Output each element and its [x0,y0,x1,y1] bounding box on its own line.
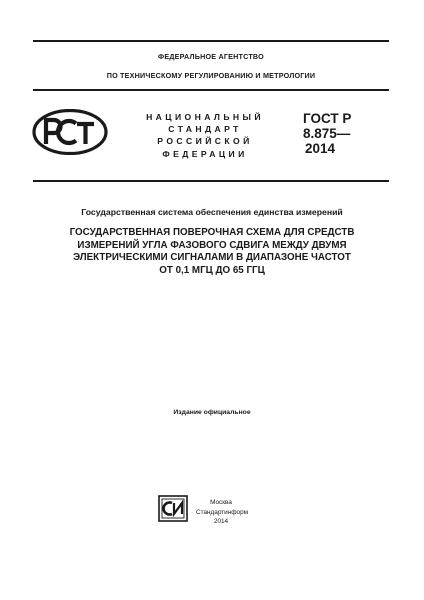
standard-type [140,111,270,160]
top-rule [33,40,389,42]
publisher-year: 2014 [213,518,229,525]
title-rule [33,180,389,182]
standartinform-logo-icon [158,495,188,522]
standard-designation [303,111,351,156]
system-title: Государственная система обеспечения единства измерений [81,207,343,217]
edition-label: Издание официальное [173,409,251,416]
standard-type-line: СТАНДАРТ [168,124,242,135]
standard-type-line: ФЕДЕРАЦИИ [162,148,248,159]
agency-name-line2: ПО ТЕХНИЧЕСКОМУ РЕГУЛИРОВАНИЮ И МЕТРОЛОГИИ [106,71,316,80]
publisher-info [196,498,249,527]
header-rule [33,89,389,91]
designation-line: 8.875— [303,126,351,141]
standard-type-line: РОССИЙСКОЙ [157,136,253,147]
publisher-name: Стандартинформ [196,508,249,516]
main-title-line: ОТ 0,1 МГЦ ДО 65 ГГЦ [159,264,265,276]
standard-type-line: НАЦИОНАЛЬНЫЙ [146,112,264,122]
main-title-line: ЭЛЕКТРИЧЕСКИМИ СИГНАЛАМИ В ДИАПАЗОНЕ ЧАСТОТ [73,252,351,264]
publisher-city: Москва [210,499,232,506]
agency-name-line1: ФЕДЕРАЛЬНОЕ АГЕНТСТВО [158,52,264,61]
designation-line: 2014 [305,141,336,156]
rst-logo-icon [32,109,108,155]
main-title-line: ИЗМЕРЕНИЙ УГЛА ФАЗОВОГО СДВИГА МЕЖДУ ДВУМЯ [77,239,347,251]
main-title [20,227,404,277]
main-title-line: ГОСУДАРСТВЕННАЯ ПОВЕРОЧНАЯ СХЕМА ДЛЯ СРЕДСТВ [69,227,355,238]
designation-line: ГОСТ Р [303,111,352,126]
